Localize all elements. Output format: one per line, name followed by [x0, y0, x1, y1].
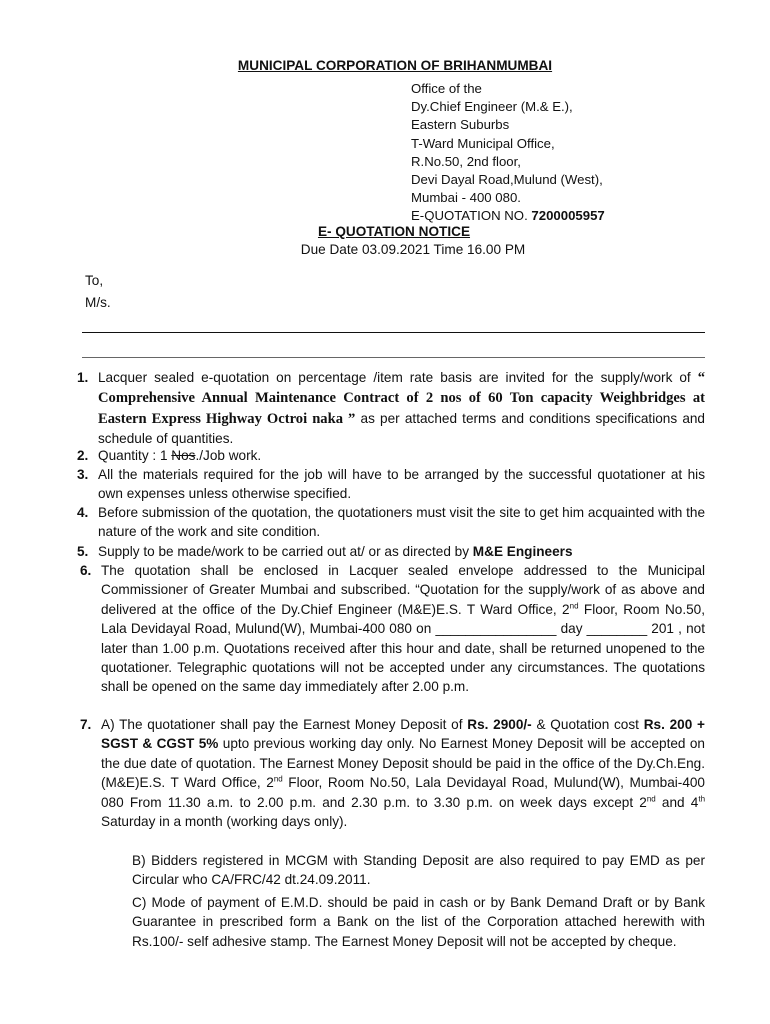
clause-text: Before submission of the quotation, the quotationers must visit the site to get him acquainted with the nature of the work and site condition.	[98, 505, 705, 540]
emd-amount: Rs. 2900/-	[467, 717, 532, 732]
clause-text	[98, 368, 705, 449]
clause-number: 4.	[77, 505, 89, 520]
clause-text-part: Floor, Room No.50, Lala Devidayal Road, Mulund(W), Mumbai-400 080 From 11.30 a.m. to 2.00 p.m. and 2.30 p.m. to 3.30 p.m. on week days except 2	[101, 775, 705, 810]
superscript: nd	[646, 794, 656, 804]
superscript: th	[698, 794, 706, 804]
office-line: R.No.50, 2nd floor,	[411, 153, 521, 169]
clause-text-part: & Quotation cost	[531, 717, 644, 732]
clause-text-part: as per attached terms and conditions specifications and schedule of quantities.	[98, 410, 705, 447]
due-date-line: Due Date 03.09.2021 Time 16.00 PM	[300, 242, 526, 257]
work-description: “ Comprehensive Annual Maintenance Contract of 2 nos of 60 Ton capacity Weighbridges at Eastern Express Highway Octroi naka ”	[98, 370, 705, 427]
quotation-cost: Rs. 200 + SGST & CGST 5%	[101, 717, 705, 752]
clause-7a	[101, 715, 705, 831]
clause-6	[80, 561, 705, 697]
office-address	[411, 80, 605, 226]
clause-text: All the materials required for the job will have to be arranged by the successful quotationer at his own expenses unless otherwise specified.	[98, 467, 705, 502]
office-line: Office of the	[411, 81, 482, 96]
clause-text-part: Quantity : 1	[98, 448, 172, 463]
clause-text	[98, 446, 705, 465]
quotation-number-line	[411, 207, 605, 225]
addressee-rule	[82, 332, 705, 333]
clause-4	[77, 503, 705, 542]
clause-number: 5.	[77, 544, 89, 559]
to-label: To,	[85, 273, 104, 288]
clause-text-part: Supply to be made/work to be carried out at/ or as directed by	[98, 544, 473, 559]
clause-5	[77, 542, 705, 561]
ms-label: M/s.	[85, 295, 111, 310]
clause-text-part: and 4	[655, 794, 699, 810]
clause-number: 3.	[77, 467, 89, 482]
clause-number: 1.	[77, 370, 89, 385]
clause-number: 7.	[80, 717, 92, 732]
clause-text-part: A) The quotationer shall pay the Earnest Money Deposit of	[101, 717, 468, 732]
clause-number: 6.	[80, 563, 92, 578]
superscript: nd	[273, 774, 283, 784]
superscript: nd	[569, 601, 579, 611]
clause-text-part: ./Job work.	[195, 448, 262, 463]
notice-title: E- QUOTATION NOTICE	[317, 224, 471, 239]
clause-number: 2.	[77, 448, 89, 463]
engineers-label: M&E Engineers	[472, 544, 573, 559]
addressee-block	[85, 270, 111, 314]
divider-rule	[82, 357, 705, 358]
clause-text-part: Lacquer sealed e-quotation on percentage /item rate basis are invited for the supply/work of	[98, 370, 698, 385]
clause-7b	[132, 851, 705, 890]
clause-text-part: upto previous working day only. No Earnest Money Deposit will be accepted on the due date of quotation. The Earnest Money Deposit should be paid in the office of the Dy.Ch.Eng.(M&E)E.S. T Ward Office, 2	[101, 736, 705, 791]
clause-text: C) Mode of payment of E.M.D. should be paid in cash or by Bank Demand Draft or by Bank Guarantee in prescribed form a Bank on the list of the Corporation attached herewith with Rs.100/- self adhesive stamp. The Earnest Money Deposit will not be accepted by cheque.	[132, 895, 705, 949]
clause-text	[101, 561, 705, 697]
office-line: T-Ward Municipal Office,	[411, 135, 555, 151]
quotation-number: 7200005957	[531, 208, 605, 224]
struck-text: Nos	[171, 448, 196, 463]
clause-text-part: Saturday in a month (working days only).	[101, 814, 348, 830]
clause-text-part: Floor, Room No.50, Lala Devidayal Road, Mulund(W), Mumbai-400 080 on ________________ day ________ 201 , not later than 1.00 p.m. Quotations received after this hour and date, shall be returned unopened to the quotationer. Telegraphic quotations will not be accepted under any circumstances. The quotations shall be opened on the same day immediately after 2.00 p.m.	[101, 601, 705, 695]
office-line: Eastern Suburbs	[411, 117, 510, 133]
clause-3	[77, 465, 705, 504]
clause-text	[98, 542, 705, 561]
clause-1	[77, 368, 705, 449]
clause-7	[80, 715, 706, 831]
office-line: Dy.Chief Engineer (M.& E.),	[411, 99, 573, 115]
clause-7c	[132, 893, 705, 951]
clause-2	[77, 446, 705, 465]
office-line: Devi Dayal Road,Mulund (West),	[411, 172, 603, 188]
quotation-number-label: E-QUOTATION NO.	[411, 208, 532, 224]
office-line: Mumbai - 400 080.	[411, 190, 521, 206]
clause-text-part: The quotation shall be enclosed in Lacquer sealed envelope addressed to the Municipal Commissioner of Greater Mumbai and subscribed. “Quotation for the supply/work of as above and delivered at the office of the Dy.Chief Engineer (M&E)E.S. T Ward Office, 2	[101, 563, 705, 617]
corporation-title: MUNICIPAL CORPORATION OF BRIHANMUMBAI	[237, 58, 553, 73]
clause-text: B) Bidders registered in MCGM with Standing Deposit are also required to pay EMD as per Circular who CA/FRC/42 dt.24.09.2011.	[132, 853, 705, 888]
